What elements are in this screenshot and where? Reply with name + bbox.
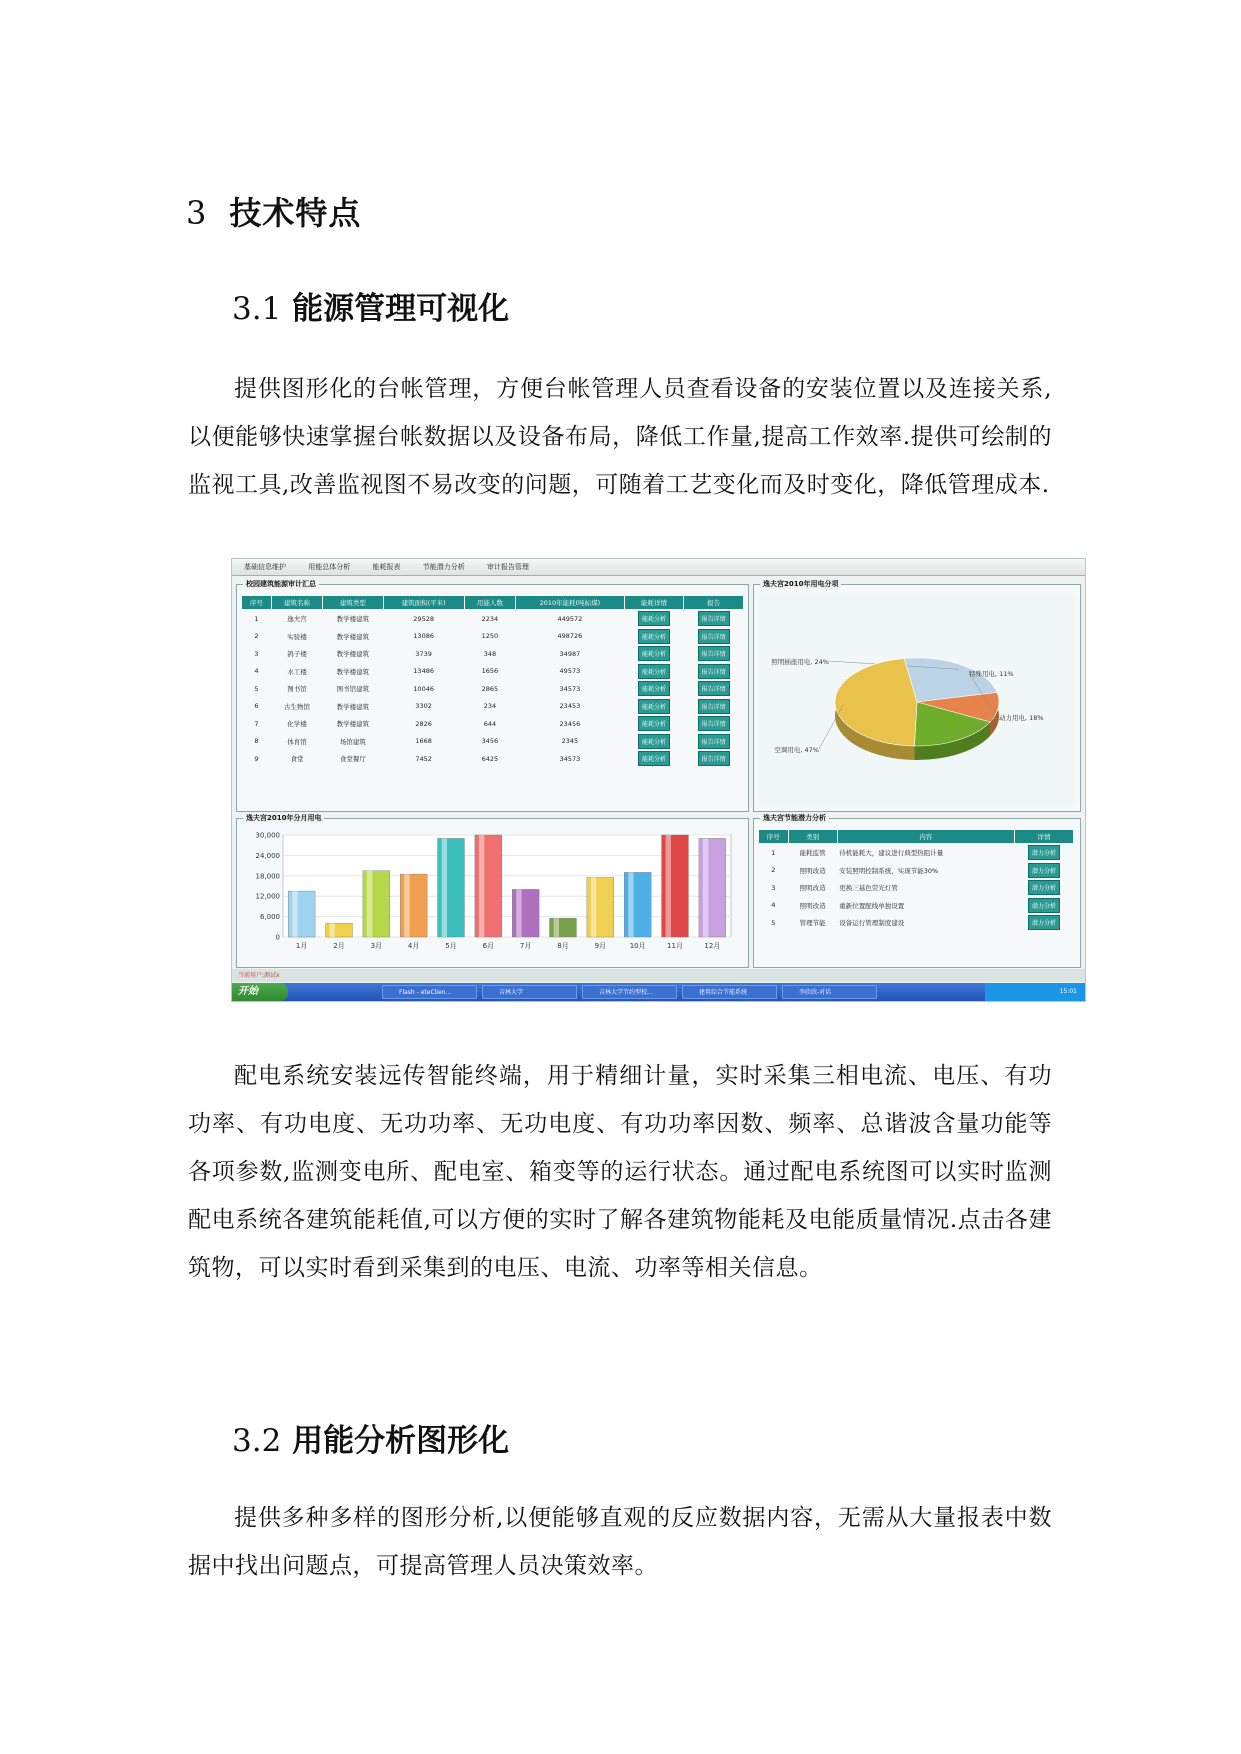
bar-highlight (516, 889, 521, 937)
table-cell: 6425 (481, 754, 499, 763)
current-user-status: 当前用户:测试x (232, 969, 1086, 982)
table-row (242, 750, 744, 768)
table-cell: 7 (254, 719, 259, 728)
table-cell: 更换三基色荧光灯管 (839, 884, 898, 893)
table-cell: 498726 (557, 632, 583, 641)
pie-label: 动力用电, 18% (999, 714, 1044, 722)
table-row (242, 680, 744, 698)
menu-item[interactable]: 节能潜力分析 (422, 563, 465, 571)
table-cell: 34987 (559, 649, 581, 658)
bar-highlight (442, 838, 447, 937)
table-cell: 234 (483, 702, 497, 711)
table-cell: 鸽子楼 (287, 650, 307, 659)
subsection-title: 用能分析图形化 (292, 1423, 510, 1459)
table-cell: 食堂 (290, 755, 304, 764)
table-row (759, 879, 1074, 897)
bar (475, 835, 502, 937)
table-row (242, 645, 744, 663)
table-cell: 1250 (481, 632, 499, 641)
table-cell: 安装照明控制系统，实现节能30% (839, 866, 939, 875)
table-row (759, 914, 1074, 932)
table-cell: 23453 (559, 702, 581, 711)
audit-table-panel (236, 580, 749, 812)
potential-analysis-button[interactable]: 潜力分析 (1028, 845, 1060, 860)
bar-chart-panel (236, 814, 749, 968)
table-cell: 管理节能 (799, 919, 826, 928)
pie-chart-panel (753, 580, 1081, 812)
report-detail-button[interactable]: 报告详情 (698, 681, 730, 696)
section-title: 技术特点 (229, 194, 362, 232)
energy-analysis-button[interactable]: 能耗分析 (638, 681, 670, 696)
x-tick-label: 10月 (629, 942, 646, 950)
bar (699, 838, 726, 937)
report-detail-button[interactable]: 报告详情 (698, 646, 730, 661)
table-cell: 3456 (481, 737, 499, 746)
menu-bar (232, 559, 1085, 576)
bar-chart (241, 827, 744, 963)
paragraph-2: 配电系统安装远传智能终端，用于精细计量，实时采集三相电流、电压、有功功率、有功电度、无功功率、无功电度、有功功率因数、频率、总谐波含量功能等各项参数,监测变电所、配电室、箱变等的运行状态。通过配电系统图可以实时监测配电系统各建筑能耗值,可以方便的实时了解各建筑物能耗及电能质量情况.点击各建筑物，可以实时看到采集到的电压、电流、功率等相关信息。 (188, 1063, 1052, 1281)
report-detail-button[interactable]: 报告详情 (698, 734, 730, 749)
table-cell: 实验楼 (287, 632, 307, 641)
table-cell: 3 (771, 883, 776, 892)
report-detail-button[interactable]: 报告详情 (698, 664, 730, 679)
report-detail-button[interactable]: 报告详情 (698, 699, 730, 714)
taskbar-item[interactable]: 建筑综合节能系统 (682, 985, 777, 999)
table-cell: 2865 (481, 684, 499, 693)
pie-label: 空调用电, 47% (774, 746, 819, 754)
bar-highlight (666, 835, 671, 937)
table-cell: 1 (254, 614, 259, 623)
subsection-number: 3.2 (232, 1423, 282, 1459)
potential-analysis-button[interactable]: 潜力分析 (1028, 898, 1060, 913)
table-cell: 古生物馆 (283, 702, 310, 711)
table-header: 详情 (1014, 830, 1073, 844)
potential-analysis-button[interactable]: 潜力分析 (1028, 880, 1060, 895)
table-cell: 7452 (415, 754, 432, 763)
energy-analysis-button[interactable]: 能耗分析 (638, 716, 670, 731)
table-cell: 1668 (415, 737, 432, 746)
y-tick-label: 24,000 (255, 851, 280, 860)
software-screenshot (231, 558, 1086, 1002)
table-cell: 449572 (557, 614, 583, 623)
table-row (242, 715, 744, 733)
x-tick-label: 5月 (445, 942, 457, 950)
table-cell: 13486 (413, 667, 434, 676)
table-cell: 照明改造 (799, 884, 826, 893)
table-cell: 设备运行管理制度建设 (839, 919, 905, 928)
bar (363, 871, 390, 937)
table-header: 能耗详情 (624, 596, 684, 610)
x-tick-label: 1月 (295, 942, 308, 950)
start-button[interactable]: 开始 (232, 983, 288, 1001)
table-cell: 待机能耗大，建议进行典型热阻计量 (839, 849, 944, 858)
table-cell: 图书馆 (287, 685, 307, 694)
table-cell: 3302 (415, 702, 432, 711)
table-header: 用能人数 (464, 596, 515, 610)
x-tick-label: 11月 (667, 942, 683, 950)
taskbar (232, 983, 1085, 1001)
bar (587, 878, 614, 938)
pie-label: 特殊用电, 11% (969, 670, 1014, 678)
table-header: 建筑类型 (323, 596, 383, 610)
menu-item[interactable]: 基础信息维护 (244, 563, 286, 571)
table-header: 类别 (788, 830, 837, 844)
table-cell: 2 (771, 866, 776, 875)
table-cell: 5 (254, 684, 259, 693)
bar (662, 835, 689, 937)
table-row (759, 862, 1074, 880)
bar-highlight (591, 878, 596, 938)
energy-analysis-button[interactable]: 能耗分析 (638, 699, 670, 714)
table-cell: 29528 (413, 614, 434, 623)
pie-label: 照明插座用电, 24% (771, 658, 829, 666)
table-cell: 5 (771, 918, 776, 927)
taskbar-item[interactable]: 吉林大学节约型校... (582, 985, 677, 999)
table-cell: 场馆建筑 (339, 737, 366, 746)
menu-item[interactable]: 审计报告管理 (486, 563, 529, 571)
x-tick-label: 6月 (482, 942, 495, 950)
table-cell: 重新位置配线单独设置 (839, 901, 905, 910)
bar-highlight (628, 872, 633, 937)
table-cell: 23456 (559, 719, 581, 728)
table-row (242, 698, 744, 716)
table-cell: 2234 (481, 614, 499, 623)
table-row (242, 663, 744, 681)
table-cell: 3739 (415, 649, 432, 658)
subsection-number: 3.1 (232, 291, 282, 327)
bar-highlight (554, 918, 559, 937)
table-cell: 食堂餐厅 (339, 755, 366, 764)
table-cell: 教学楼建筑 (336, 650, 370, 659)
energy-analysis-button[interactable]: 能耗分析 (638, 646, 670, 661)
bar-highlight (479, 835, 484, 937)
energy-analysis-button[interactable]: 能耗分析 (638, 734, 670, 749)
section-heading (186, 188, 361, 234)
x-tick-label: 2月 (333, 942, 345, 950)
table-cell: 2826 (415, 719, 432, 728)
table-cell: 49573 (559, 667, 581, 676)
section-number: 3 (186, 194, 208, 232)
table-cell: 34573 (559, 754, 581, 763)
potential-analysis-button[interactable]: 潜力分析 (1028, 915, 1060, 930)
x-tick-label: 12月 (704, 942, 721, 950)
table-row (242, 733, 744, 751)
table-header: 序号 (759, 830, 789, 844)
table-cell: 4 (771, 901, 776, 910)
audit-table (241, 595, 744, 768)
table-cell: 1656 (481, 667, 499, 676)
energy-analysis-button[interactable]: 能耗分析 (638, 664, 670, 679)
table-cell: 2 (254, 632, 259, 641)
panel-title: 逸夫宫2010年用电分项 (760, 579, 841, 589)
table-cell: 化学楼 (287, 720, 307, 729)
energy-analysis-button[interactable]: 能耗分析 (638, 751, 670, 766)
table-cell: 逸夫宫 (287, 615, 307, 624)
table-header: 建筑面积(平米) (383, 596, 464, 610)
panel-title: 逸夫宫2010年分月用电 (243, 813, 324, 823)
table-cell: 教学楼建筑 (336, 615, 370, 624)
x-tick-label: 4月 (407, 942, 420, 950)
system-tray-clock: 15:01 (985, 983, 1085, 1001)
y-tick-label: 18,000 (255, 872, 280, 881)
table-cell: 9 (254, 754, 259, 763)
x-tick-label: 9月 (594, 942, 607, 950)
table-cell: 6 (254, 702, 259, 711)
paragraph-3: 提供多种多样的图形分析,以便能够直观的反应数据内容，无需从大量报表中数据中找出问题点，可提高管理人员决策效率。 (188, 1505, 1052, 1579)
table-row (759, 897, 1074, 915)
table-cell: 图书馆建筑 (336, 685, 370, 694)
x-tick-label: 8月 (557, 942, 569, 950)
table-header: 报告 (684, 596, 744, 610)
bar-highlight (367, 871, 372, 937)
y-tick-label: 12,000 (255, 892, 280, 901)
table-cell: 水工楼 (287, 667, 307, 676)
table-cell: 3 (254, 649, 259, 658)
table-cell: 4 (254, 667, 259, 676)
y-tick-label: 30,000 (255, 831, 280, 840)
subsection-heading-1 (232, 283, 509, 328)
table-row (242, 610, 744, 628)
potential-analysis-button[interactable]: 潜力分析 (1028, 863, 1060, 878)
table-cell: 照明改造 (799, 866, 826, 875)
table-header: 建筑名称 (271, 596, 322, 610)
bar-highlight (330, 923, 335, 937)
report-detail-button[interactable]: 报告详情 (698, 716, 730, 731)
menu-item[interactable]: 能耗报表 (372, 563, 401, 571)
table-cell: 13086 (413, 632, 434, 641)
report-detail-button[interactable]: 报告详情 (698, 611, 730, 626)
pie-chart (759, 594, 1075, 806)
panel-title: 校园建筑能源审计汇总 (243, 579, 319, 589)
subsection-title: 能源管理可视化 (292, 291, 510, 327)
paragraph-1: 提供图形化的台帐管理，方便台帐管理人员查看设备的安装位置以及连接关系,以便能够快速掌握台帐数据以及设备布局，降低工作量,提高工作效率.提供可绘制的监视工具,改善监视图不易改变的问题，可随着工艺变化而及时变化，降低管理成本. (188, 376, 1052, 498)
table-header: 2010年能耗(吨标煤) (516, 596, 625, 610)
bar-highlight (292, 891, 297, 937)
table-cell: 教学楼建筑 (336, 632, 370, 641)
report-detail-button[interactable]: 报告详情 (698, 629, 730, 644)
y-tick-label: 0 (275, 933, 280, 942)
bar-highlight (703, 838, 708, 937)
table-cell: 能耗监管 (799, 849, 826, 858)
energy-analysis-button[interactable]: 能耗分析 (638, 611, 670, 626)
panel-title: 逸夫宫节能潜力分析 (760, 813, 829, 823)
report-detail-button[interactable]: 报告详情 (698, 751, 730, 766)
table-cell: 照明改造 (799, 901, 826, 910)
table-header: 序号 (242, 596, 272, 610)
table-row (759, 844, 1074, 862)
table-cell: 348 (483, 649, 497, 658)
taskbar-item[interactable]: 吉林大学 (482, 985, 577, 999)
x-tick-label: 7月 (519, 942, 532, 950)
bar (550, 918, 577, 937)
table-cell: 2345 (561, 737, 579, 746)
table-cell: 体育馆 (287, 737, 307, 746)
saving-panel (753, 814, 1081, 968)
table-cell: 教学楼建筑 (336, 720, 370, 729)
table-cell: 8 (254, 737, 259, 746)
table-cell: 教学楼建筑 (336, 702, 370, 711)
table-cell: 1 (771, 848, 776, 857)
table-cell: 10046 (413, 684, 434, 693)
table-header: 内容 (837, 830, 1014, 844)
taskbar-item[interactable]: Flash - eteClien... (382, 985, 477, 999)
table-cell: 教学楼建筑 (336, 667, 370, 676)
menu-item[interactable]: 用能总体分析 (308, 563, 351, 571)
table-cell: 34573 (559, 684, 581, 693)
subsection-heading-2 (232, 1415, 509, 1460)
taskbar-item[interactable]: 李欣欣-对话 (782, 985, 877, 999)
x-tick-label: 3月 (370, 942, 383, 950)
y-tick-label: 6,000 (259, 913, 280, 922)
saving-table (758, 829, 1074, 932)
table-cell: 644 (483, 719, 497, 728)
table-row (242, 628, 744, 646)
energy-analysis-button[interactable]: 能耗分析 (638, 629, 670, 644)
bar-highlight (404, 874, 409, 937)
